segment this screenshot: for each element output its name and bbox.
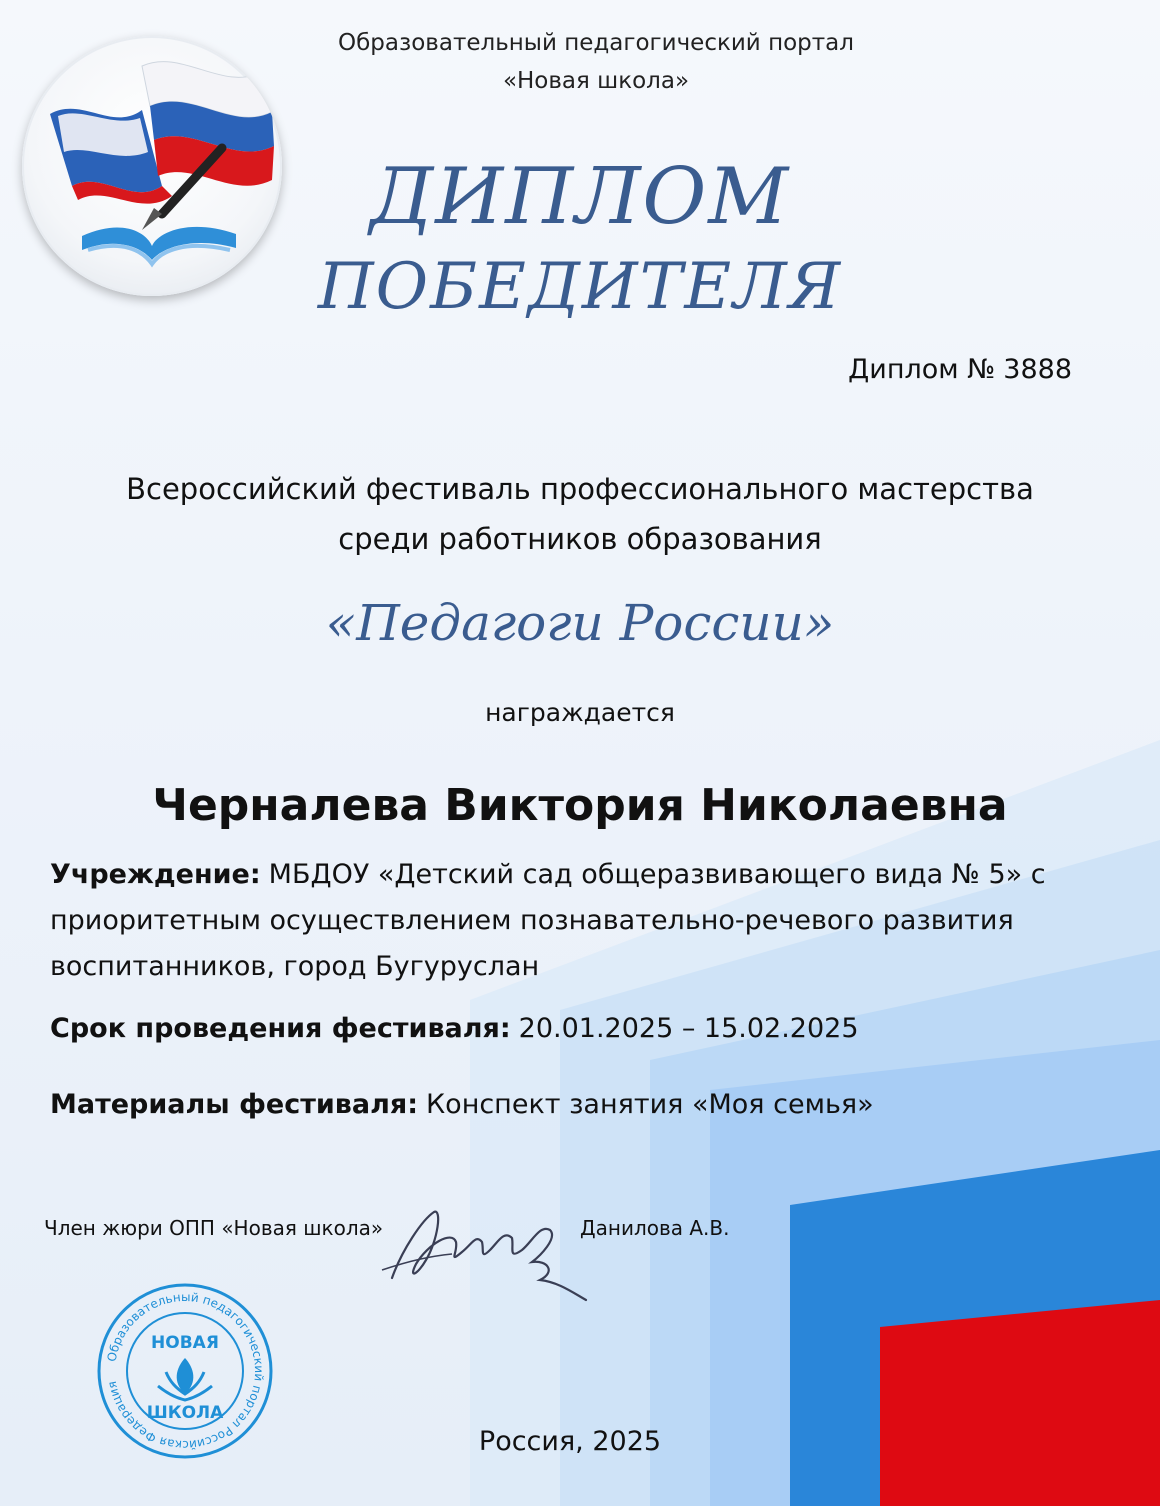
period-value: 20.01.2025 – 15.02.2025 xyxy=(518,1013,859,1044)
institution-label: Учреждение: xyxy=(50,859,261,890)
diploma-title: ДИПЛОМ xyxy=(369,152,791,242)
materials-value: Конспект занятия «Моя семья» xyxy=(426,1089,874,1120)
portal-name-line1: Образовательный педагогический портал xyxy=(338,30,854,56)
festival-description-line1: Всероссийский фестиваль профессионального мастерства xyxy=(126,472,1034,506)
festival-description-line2: среди работников образования xyxy=(338,522,822,556)
festival-name: «Педагоги России» xyxy=(325,594,835,652)
institution-value: МБДОУ «Детский сад общеразвивающего вида № 5» с приоритетным осуществлением познавательно-речевого развития воспитанников, город Бугуруслан xyxy=(50,859,1046,982)
period-field xyxy=(50,1006,1050,1052)
portal-name-line2: «Новая школа» xyxy=(502,68,690,94)
diploma-number xyxy=(848,354,1072,385)
diploma-number-label: Диплом № xyxy=(848,354,996,385)
stamp-ring-text: Образовательный педагогический портал Российская Федерация xyxy=(104,1289,267,1453)
materials-label: Материалы фестиваля: xyxy=(50,1089,418,1120)
period-label: Срок проведения фестиваля: xyxy=(50,1013,511,1044)
stamp-center-top: НОВАЯ xyxy=(151,1333,219,1353)
footer-location-year: Россия, 2025 xyxy=(478,1426,662,1457)
signature xyxy=(372,1190,602,1310)
stamp-center-bottom: ШКОЛА xyxy=(146,1403,224,1423)
materials-field xyxy=(50,1082,1050,1128)
diploma-number-value: 3888 xyxy=(1003,354,1072,385)
stamp xyxy=(96,1282,274,1460)
jury-member-name: Данилова А.В. xyxy=(580,1216,730,1240)
awarded-text: награждается xyxy=(485,698,675,727)
institution-field xyxy=(50,852,1050,990)
diploma-subtitle: ПОБЕДИТЕЛЯ xyxy=(317,250,843,324)
recipient-name: Черналева Виктория Николаевна xyxy=(152,780,1008,831)
jury-label: Член жюри ОПП «Новая школа» xyxy=(44,1216,384,1240)
